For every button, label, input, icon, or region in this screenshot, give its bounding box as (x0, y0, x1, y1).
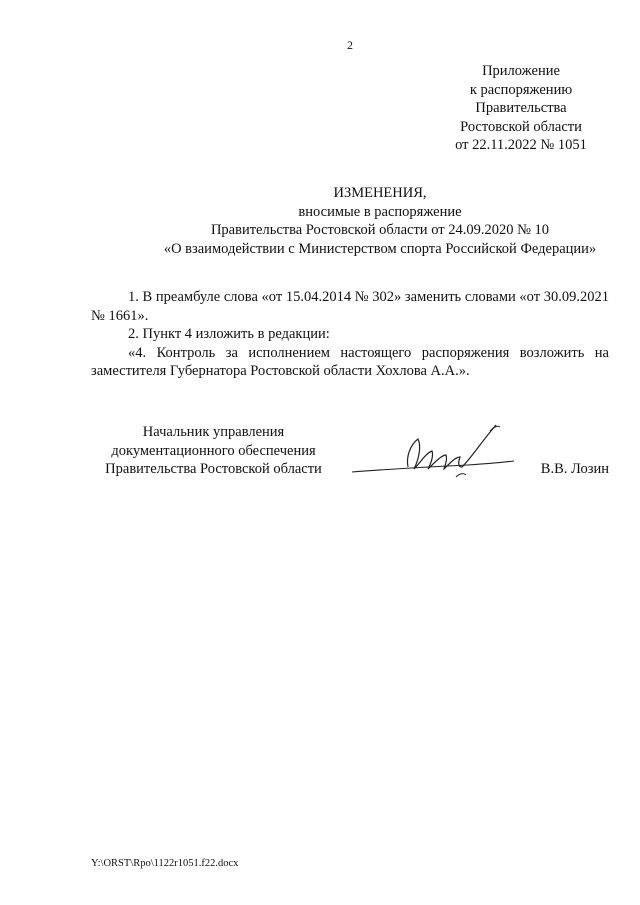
signature-block (91, 423, 609, 493)
handwritten-signature (348, 417, 518, 489)
signatory-name: В.В. Лозин (540, 461, 609, 477)
position-line: Начальник управления (142, 424, 285, 440)
signatory-position (91, 423, 336, 479)
title-line: Правительства Ростовской области от 24.09.2020 № 10 (210, 222, 550, 238)
position-line: Правительства Ростовской области (105, 461, 322, 477)
appendix-header (436, 62, 606, 155)
title-line: вносимые в распоряжение (298, 203, 462, 220)
title-line: «О взаимодействии с Министерством спорта Российской Федерации» (163, 240, 597, 257)
paragraph-1: 1. В преамбуле слова «от 15.04.2014 № 302» заменить словами «от 30.09.2021 № 1661». (91, 289, 609, 324)
appendix-line: Правительства (475, 100, 567, 116)
position-line: документационного обеспечения (111, 442, 316, 459)
appendix-line: Ростовской области (460, 118, 582, 135)
page-number: 2 (347, 38, 353, 52)
paragraph-3: «4. Контроль за исполнением настоящего распоряжения возложить на заместителя Губернатора Ростовской области Хохлова А.А.». (91, 344, 609, 379)
appendix-line: от 22.11.2022 № 1051 (455, 137, 587, 153)
file-path-footer: Y:\ORST\Rpo\1122r1051.f22.docx (91, 858, 239, 869)
paragraph-2: 2. Пункт 4 изложить в редакции: (128, 326, 330, 342)
document-title (40, 184, 640, 258)
appendix-line: к распоряжению (469, 81, 573, 98)
document-body (91, 288, 609, 381)
appendix-line: Приложение (482, 63, 560, 79)
title-heading: ИЗМЕНЕНИЯ, (333, 185, 427, 201)
